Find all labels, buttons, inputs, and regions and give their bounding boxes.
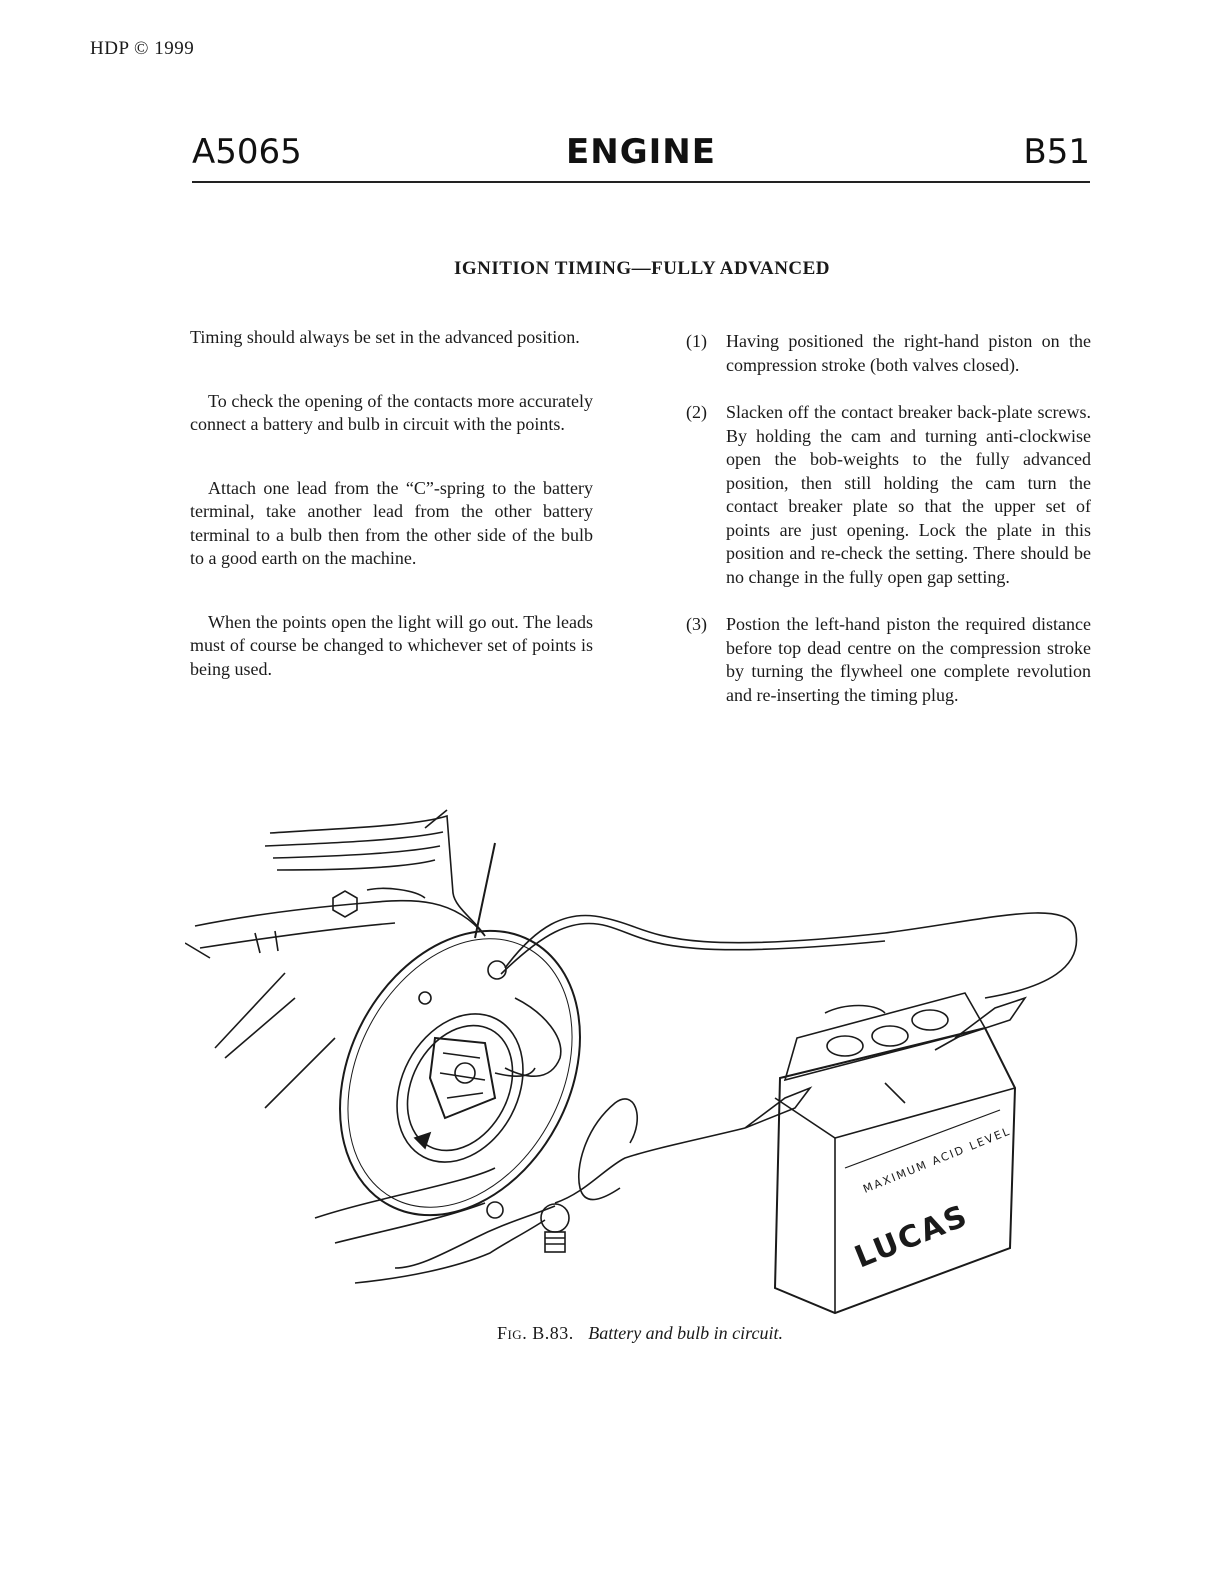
step-1 [686,330,1091,377]
step-1-text: Having positioned the right-hand piston on the compression stroke (both valves closed). [726,331,1091,375]
step-3 [686,613,1091,707]
step-2-number: (2) [686,402,707,422]
paragraph-3: Attach one lead from the “C”-spring to the battery terminal, take another lead from the other battery terminal to a bulb then from the other side of the bulb to a good earth on the machine. [190,477,593,568]
test-bulb [541,1204,569,1252]
battery-acid-label: MAXIMUM ACID LEVEL [861,1124,1013,1196]
battery [775,993,1015,1313]
page-number: B51 [1023,132,1090,172]
step-3-number: (3) [686,614,707,634]
figure-number: Fig. B.83. [496,1323,574,1343]
step-1-number: (1) [686,331,707,351]
page-header [192,132,1090,182]
page-title: ENGINE [566,132,716,172]
paragraph-1: Timing should always be set in the advanced position. [190,327,580,347]
battery-bulb-illustration [185,798,1085,1318]
crocodile-clips [745,998,1025,1128]
header-rule [192,181,1090,183]
step-2 [686,401,1091,589]
timing-cover [292,889,627,1257]
figure-caption-text: Battery and bulb in circuit. [588,1323,784,1343]
battery-brand: LUCAS [849,1198,974,1276]
paragraph-2: To check the opening of the contacts more accurately connect a battery and bulb in circuit with the points. [190,390,593,434]
copyright-stamp: HDP © 1999 [90,38,195,59]
step-3-text: Postion the left-hand piston the required distance before top dead centre on the compression stroke by turning the flywheel one complete revolution and re-inserting the timing plug. [726,614,1091,705]
figure-caption [190,1323,1090,1344]
manual-code: A5065 [192,132,302,172]
left-column [190,326,593,681]
engine-case [185,810,495,1243]
right-column [686,330,1091,707]
step-2-text: Slacken off the contact breaker back-plate screws. By holding the cam and turning anti-clockwise open the bob-weights to the fully advanced position, then still holding the cam turn the contact breaker plate so that the upper set of points are just opening. Lock the plate in this position and re-check the setting. There should be no change in the fully open gap setting. [726,402,1091,587]
section-title: IGNITION TIMING—FULLY ADVANCED [453,258,831,279]
paragraph-4: When the points open the light will go out. The leads must of course be changed to whichever set of points is being used. [190,611,593,679]
